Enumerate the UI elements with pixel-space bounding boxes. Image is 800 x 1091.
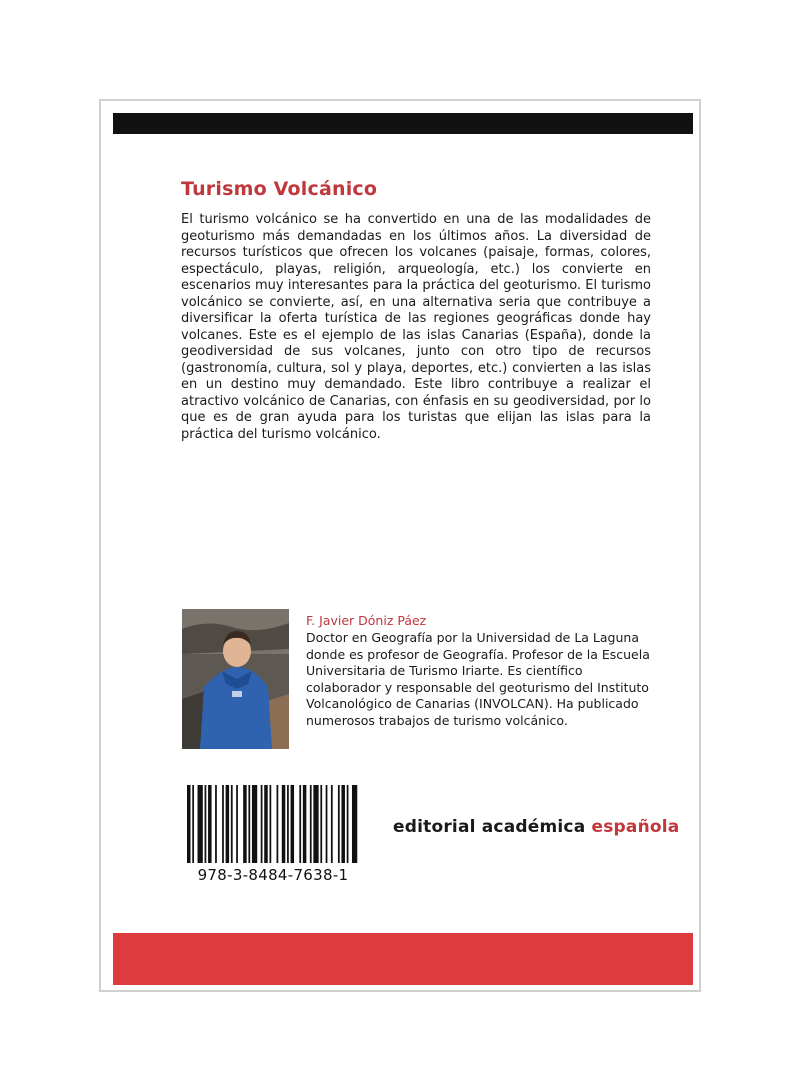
author-photo-image <box>182 609 289 749</box>
top-black-bar <box>113 113 693 134</box>
publisher-name-accent: española <box>591 817 680 837</box>
author-photo <box>182 609 289 749</box>
book-blurb: El turismo volcánico se ha convertido en una de las modalidades de geoturismo más demandadas en los últimos años. La diversidad de recursos turísticos que ofrecen los volcanes (paisaje, formas, colores, espectáculo, playas, religión, arqueología, etc.) los convierte en escenarios muy interesantes para la práctica del geoturismo. El turismo volcánico se convierte, así, en una alternativa seria que contribuye a diversificar la oferta turística de las regiones geográficas donde hay volcanes. Este es el ejemplo de las islas Canarias (España), donde la geodiversidad de sus volcanes, junto con otro tipo de recursos (gastronomía, cultura, sol y playa, deportes, etc.) convierten a las islas en un destino muy demandado. Este libro contribuye a realizar el atractivo volcánico de Canarias, con énfasis en su geodiversidad, por lo que es de gran ayuda para los turistas que elijan las islas para la práctica del turismo volcánico. <box>181 212 651 442</box>
author-bio: Doctor en Geografía por la Universidad de La Laguna donde es profesor de Geografía. Profesor de la Escuela Universitaria de Turismo Iriarte. Es científico colaborador y responsable del geoturismo del Instituto Volcanológico de Canarias (INVOLCAN). Ha publicado numerosos trabajos de turismo volcánico. <box>306 630 650 728</box>
isbn-barcode <box>187 785 359 863</box>
book-title: Turismo Volcánico <box>181 178 378 200</box>
publisher-name: editorial académica <box>393 817 592 837</box>
author-name: F. Javier Dóniz Páez <box>306 613 427 628</box>
publisher-logo <box>393 817 679 837</box>
isbn-number: 978-3-8484-7638-1 <box>197 866 349 884</box>
book-back-cover <box>99 99 701 992</box>
bottom-red-bar <box>113 933 693 985</box>
